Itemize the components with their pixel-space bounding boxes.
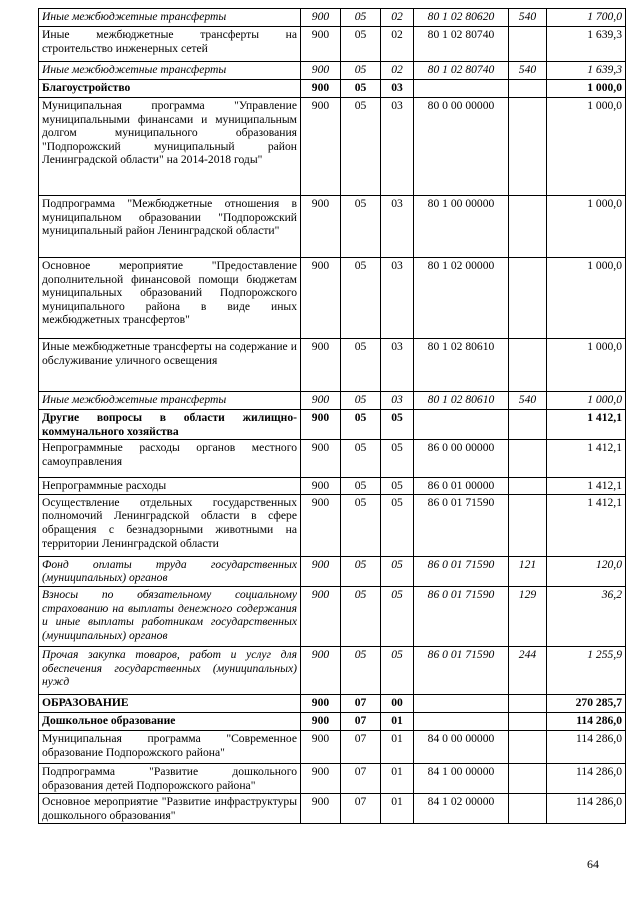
row-name-cell: Иные межбюджетные трансферты: [39, 62, 301, 80]
amount-cell: 1 000,0: [547, 98, 626, 196]
subsection-code-cell: 01: [381, 794, 414, 824]
ministry-code-cell: 900: [301, 9, 341, 27]
section-code-cell: 05: [341, 98, 381, 196]
table-row: [39, 62, 626, 80]
expense-type-cell: [509, 196, 547, 258]
table-row: [39, 9, 626, 27]
target-article-cell: [414, 712, 509, 730]
row-name-cell: Иные межбюджетные трансферты: [39, 9, 301, 27]
target-article-cell: 80 1 02 80620: [414, 9, 509, 27]
amount-cell: 114 286,0: [547, 794, 626, 824]
table-row: [39, 258, 626, 339]
ministry-code-cell: 900: [301, 794, 341, 824]
target-article-cell: 84 0 00 00000: [414, 730, 509, 763]
ministry-code-cell: 900: [301, 712, 341, 730]
expense-type-cell: 540: [509, 62, 547, 80]
row-name-cell: Иные межбюджетные трансферты на содержание и обслуживание уличного освещения: [39, 339, 301, 392]
section-code-cell: 05: [341, 392, 381, 410]
expense-type-cell: [509, 494, 547, 556]
ministry-code-cell: 900: [301, 763, 341, 793]
ministry-code-cell: 900: [301, 339, 341, 392]
subsection-code-cell: 01: [381, 712, 414, 730]
section-code-cell: 05: [341, 646, 381, 694]
subsection-code-cell: 05: [381, 556, 414, 586]
row-name-cell: Иные межбюджетные трансферты на строительство инженерных сетей: [39, 27, 301, 62]
table-row: [39, 80, 626, 98]
target-article-cell: 80 1 02 80610: [414, 392, 509, 410]
ministry-code-cell: 900: [301, 478, 341, 495]
amount-cell: 1 412,1: [547, 478, 626, 495]
page-number: 64: [587, 857, 599, 871]
row-name-cell: Благоустройство: [39, 80, 301, 98]
expense-type-cell: 129: [509, 586, 547, 646]
amount-cell: 1 000,0: [547, 80, 626, 98]
subsection-code-cell: 05: [381, 440, 414, 478]
subsection-code-cell: 03: [381, 98, 414, 196]
row-name-cell: Осуществление отдельных государственных полномочий Ленинградской области в сфере обращения с безнадзорными животными на территории Ленинградской области: [39, 494, 301, 556]
amount-cell: 1 000,0: [547, 339, 626, 392]
budget-table: [38, 8, 626, 824]
expense-type-cell: [509, 258, 547, 339]
expense-type-cell: [509, 27, 547, 62]
table-row: [39, 478, 626, 495]
section-code-cell: 05: [341, 9, 381, 27]
expense-type-cell: 540: [509, 392, 547, 410]
row-name-cell: Взносы по обязательному социальному страхованию на выплаты денежного содержания и иные выплаты работникам государственных (муниципальных) органов: [39, 586, 301, 646]
ministry-code-cell: 900: [301, 410, 341, 440]
subsection-code-cell: 02: [381, 27, 414, 62]
expense-type-cell: [509, 80, 547, 98]
target-article-cell: 80 1 02 80740: [414, 27, 509, 62]
target-article-cell: 80 1 02 00000: [414, 258, 509, 339]
table-row: [39, 730, 626, 763]
amount-cell: 1 000,0: [547, 392, 626, 410]
ministry-code-cell: 900: [301, 258, 341, 339]
amount-cell: 1 700,0: [547, 9, 626, 27]
table-row: [39, 98, 626, 196]
section-code-cell: 07: [341, 730, 381, 763]
expense-type-cell: [509, 339, 547, 392]
expense-type-cell: 121: [509, 556, 547, 586]
section-code-cell: 05: [341, 339, 381, 392]
subsection-code-cell: 05: [381, 494, 414, 556]
ministry-code-cell: 900: [301, 392, 341, 410]
ministry-code-cell: 900: [301, 80, 341, 98]
target-article-cell: 86 0 01 71590: [414, 586, 509, 646]
amount-cell: 1 000,0: [547, 258, 626, 339]
subsection-code-cell: 01: [381, 763, 414, 793]
target-article-cell: 84 1 00 00000: [414, 763, 509, 793]
table-row: [39, 646, 626, 694]
subsection-code-cell: 05: [381, 646, 414, 694]
row-name-cell: Фонд оплаты труда государственных (муниципальных) органов: [39, 556, 301, 586]
row-name-cell: Непрограммные расходы органов местного самоуправления: [39, 440, 301, 478]
target-article-cell: 80 1 00 00000: [414, 196, 509, 258]
amount-cell: 120,0: [547, 556, 626, 586]
table-row: [39, 794, 626, 824]
target-article-cell: [414, 80, 509, 98]
ministry-code-cell: 900: [301, 730, 341, 763]
table-row: [39, 494, 626, 556]
target-article-cell: 80 1 02 80610: [414, 339, 509, 392]
table-row: [39, 694, 626, 712]
subsection-code-cell: 01: [381, 730, 414, 763]
section-code-cell: 05: [341, 27, 381, 62]
subsection-code-cell: 03: [381, 339, 414, 392]
table-row: [39, 586, 626, 646]
target-article-cell: 80 1 02 80740: [414, 62, 509, 80]
row-name-cell: Иные межбюджетные трансферты: [39, 392, 301, 410]
row-name-cell: Основное мероприятие "Развитие инфраструктуры дошкольного образования": [39, 794, 301, 824]
section-code-cell: 07: [341, 763, 381, 793]
subsection-code-cell: 02: [381, 9, 414, 27]
target-article-cell: 86 0 01 71590: [414, 494, 509, 556]
row-name-cell: Муниципальная программа "Современное образование Подпорожского района": [39, 730, 301, 763]
expense-type-cell: [509, 478, 547, 495]
target-article-cell: 80 0 00 00000: [414, 98, 509, 196]
row-name-cell: Другие вопросы в области жилищно-коммунального хозяйства: [39, 410, 301, 440]
ministry-code-cell: 900: [301, 694, 341, 712]
table-row: [39, 196, 626, 258]
section-code-cell: 05: [341, 410, 381, 440]
table-row: [39, 763, 626, 793]
section-code-cell: 05: [341, 80, 381, 98]
section-code-cell: 07: [341, 794, 381, 824]
section-code-cell: 05: [341, 258, 381, 339]
table-row: [39, 339, 626, 392]
ministry-code-cell: 900: [301, 556, 341, 586]
ministry-code-cell: 900: [301, 646, 341, 694]
table-row: [39, 556, 626, 586]
ministry-code-cell: 900: [301, 586, 341, 646]
amount-cell: 36,2: [547, 586, 626, 646]
expense-type-cell: [509, 440, 547, 478]
section-code-cell: 05: [341, 586, 381, 646]
section-code-cell: 05: [341, 440, 381, 478]
amount-cell: 1 639,3: [547, 27, 626, 62]
row-name-cell: Подпрограмма "Развитие дошкольного образования детей Подпорожского района": [39, 763, 301, 793]
target-article-cell: 86 0 01 71590: [414, 646, 509, 694]
ministry-code-cell: 900: [301, 494, 341, 556]
ministry-code-cell: 900: [301, 440, 341, 478]
subsection-code-cell: 05: [381, 410, 414, 440]
section-code-cell: 07: [341, 694, 381, 712]
target-article-cell: [414, 694, 509, 712]
expense-type-cell: 540: [509, 9, 547, 27]
expense-type-cell: 244: [509, 646, 547, 694]
ministry-code-cell: 900: [301, 62, 341, 80]
subsection-code-cell: 05: [381, 586, 414, 646]
target-article-cell: 86 0 00 00000: [414, 440, 509, 478]
table-row: [39, 27, 626, 62]
expense-type-cell: [509, 712, 547, 730]
ministry-code-cell: 900: [301, 98, 341, 196]
expense-type-cell: [509, 410, 547, 440]
table-row: [39, 392, 626, 410]
expense-type-cell: [509, 730, 547, 763]
section-code-cell: 05: [341, 494, 381, 556]
target-article-cell: 84 1 02 00000: [414, 794, 509, 824]
subsection-code-cell: 00: [381, 694, 414, 712]
section-code-cell: 05: [341, 556, 381, 586]
section-code-cell: 05: [341, 62, 381, 80]
expense-type-cell: [509, 794, 547, 824]
expense-type-cell: [509, 694, 547, 712]
table-row: [39, 712, 626, 730]
amount-cell: 1 412,1: [547, 440, 626, 478]
ministry-code-cell: 900: [301, 196, 341, 258]
target-article-cell: 86 0 01 71590: [414, 556, 509, 586]
row-name-cell: Основное мероприятие "Предоставление дополнительной финансовой помощи бюджетам муниципальных образований Подпорожского муниципального района в виде иных межбюджетных трансфертов": [39, 258, 301, 339]
subsection-code-cell: 03: [381, 258, 414, 339]
subsection-code-cell: 03: [381, 196, 414, 258]
amount-cell: 1 412,1: [547, 494, 626, 556]
amount-cell: 114 286,0: [547, 763, 626, 793]
expense-type-cell: [509, 98, 547, 196]
section-code-cell: 05: [341, 196, 381, 258]
amount-cell: 1 639,3: [547, 62, 626, 80]
amount-cell: 114 286,0: [547, 730, 626, 763]
subsection-code-cell: 03: [381, 80, 414, 98]
amount-cell: 1 000,0: [547, 196, 626, 258]
row-name-cell: Дошкольное образование: [39, 712, 301, 730]
row-name-cell: ОБРАЗОВАНИЕ: [39, 694, 301, 712]
subsection-code-cell: 05: [381, 478, 414, 495]
expense-type-cell: [509, 763, 547, 793]
ministry-code-cell: 900: [301, 27, 341, 62]
subsection-code-cell: 02: [381, 62, 414, 80]
subsection-code-cell: 03: [381, 392, 414, 410]
section-code-cell: 07: [341, 712, 381, 730]
row-name-cell: Муниципальная программа "Управление муниципальными финансами и муниципальным долгом муниципального образования "Подпорожский муниципальный район Ленинградской области" на 2014-2018 годы": [39, 98, 301, 196]
amount-cell: 1 412,1: [547, 410, 626, 440]
row-name-cell: Подпрограмма "Межбюджетные отношения в муниципальном образовании "Подпорожский муниципальный район Ленинградской области": [39, 196, 301, 258]
amount-cell: 114 286,0: [547, 712, 626, 730]
target-article-cell: 86 0 01 00000: [414, 478, 509, 495]
table-row: [39, 440, 626, 478]
amount-cell: 270 285,7: [547, 694, 626, 712]
row-name-cell: Непрограммные расходы: [39, 478, 301, 495]
amount-cell: 1 255,9: [547, 646, 626, 694]
row-name-cell: Прочая закупка товаров, работ и услуг для обеспечения государственных (муниципальных) нужд: [39, 646, 301, 694]
target-article-cell: [414, 410, 509, 440]
section-code-cell: 05: [341, 478, 381, 495]
table-row: [39, 410, 626, 440]
